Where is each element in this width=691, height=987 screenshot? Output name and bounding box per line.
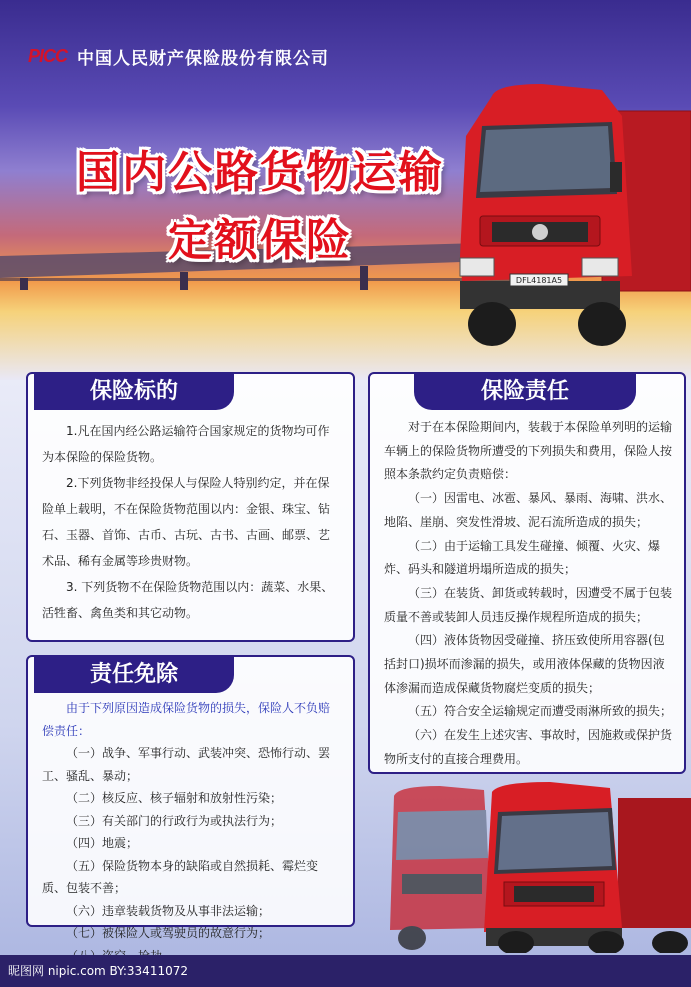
watermark-text: 昵图网 nipic.com BY:33411072 [8,964,188,978]
exclusion-item-5: （五）保险货物本身的缺陷或自然损耗、霉烂变质、包装不善； [42,858,319,895]
insurance-subject-panel [26,372,355,642]
liability-item-6: （六）在发生上述灾害、事故时，因施救或保护货物所支付的直接合理费用。 [384,728,673,766]
company-logo [28,44,329,69]
liability-intro: 对于在本保险期间内，装载于本保险单列明的运输车辆上的保险货物所遭受的下列损失和费用，保险人按照本条款约定负责赔偿： [384,420,673,482]
liability-item-2: （二）由于运输工具发生碰撞、倾覆、火灾、爆炸、码头和隧道坍塌所造成的损失； [384,538,661,577]
insurance-subject-heading: 保险标的 [34,374,234,410]
insurance-liability-panel [368,372,686,774]
subject-paragraph-2: 2.下列货物非经投保人与保险人特别约定，并在保险单上载明，不在保险货物范围以内：金银、珠宝、钻石、玉器、首饰、古币、古玩、古书、古画、邮票、艺术品、稀有金属等珍贵财物。 [42,476,331,568]
liability-item-5: （五）符合安全运输规定而遭受雨淋所致的损失； [408,704,673,719]
company-name: 中国人民财产保险股份有限公司 [77,49,330,69]
insurance-liability-heading: 保险责任 [414,374,636,410]
red-truck-image [452,76,691,348]
bottom-trucks-image [380,778,691,953]
subject-paragraph-1: 1.凡在国内经公路运输符合国家规定的货物均可作为本保险的保险货物。 [42,424,330,464]
exclusion-item-1: （一）战争、军事行动、武装冲突、恐怖行动、罢工、骚乱、暴动； [42,746,331,783]
liability-item-3: （三）在装货、卸货或转载时，因遭受不属于包装质量不善或装卸人员违反操作规程所造成的损失； [384,585,673,624]
exclusion-heading: 责任免除 [34,657,234,693]
truck-plate: DFL4181A5 [515,276,563,285]
poster-title-line1: 国内公路货物运输 [76,147,444,198]
exclusion-item-7: （七）被保险人或驾驶员的故意行为； [66,926,271,940]
picc-logo: PICC [28,46,68,66]
poster-title-line2: 定额保险 [168,215,352,266]
exclusion-panel [26,655,355,940]
liability-item-1: （一）因雷电、冰雹、暴风、暴雨、海啸、洪水、地陷、崖崩、突发性滑坡、泥石流所造成的损失； [384,491,673,529]
exclusion-item-4: （四）地震； [66,836,139,850]
subject-paragraph-3: 3. 下列货物不在保险货物范围以内：蔬菜、水果、活牲畜、禽鱼类和其它动物。 [42,580,334,620]
exclusion-item-3: （三）有关部门的行政行为或执法行为； [66,813,283,828]
liability-item-4: （四）液体货物因受碰撞、挤压致使所用容器(包括封口)损坏而渗漏的损失，或用液体保藏的货物因液体渗漏而造成保藏货物腐烂变质的损失； [384,633,665,695]
exclusion-item-6: （六）违章装载货物及从事非法运输； [66,903,271,918]
footer-bar [0,955,691,987]
exclusion-item-2: （二）核反应、核子辐射和放射性污染； [66,791,283,805]
exclusion-intro: 由于下列原因造成保险货物的损失，保险人不负赔偿责任： [42,701,331,738]
